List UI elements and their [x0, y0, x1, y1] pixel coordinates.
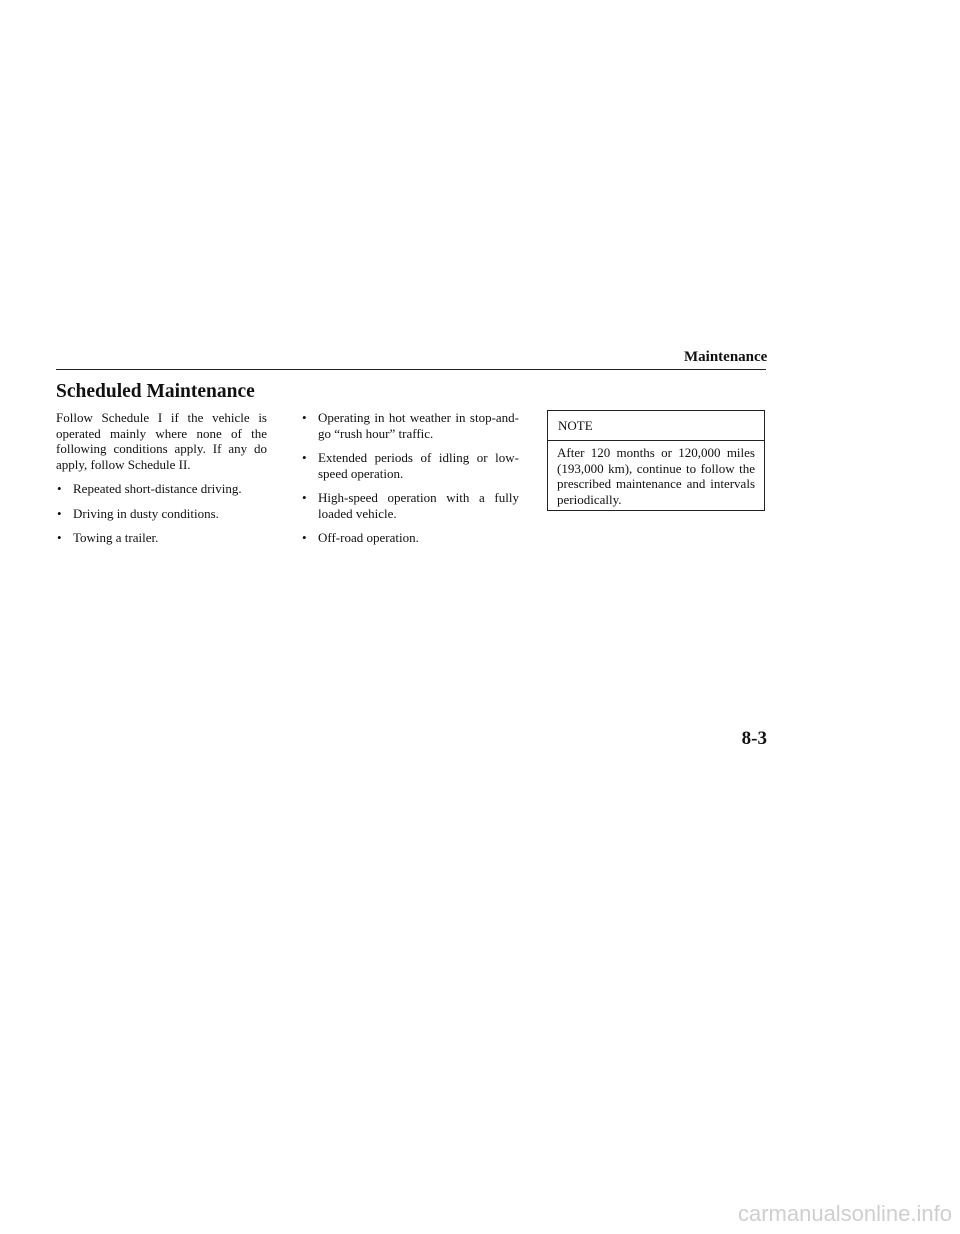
note-text: After 120 months or 120,000 miles (193,000 km), continue to follow the prescribed maintenance and intervals periodically.	[557, 445, 755, 507]
page-title: Scheduled Maintenance	[56, 381, 255, 402]
watermark: carmanualsonline.info	[737, 1201, 952, 1226]
list-item: • Operating in hot weather in stop-and-go “rush hour” traffic.	[302, 410, 519, 441]
conditions-list-right	[301, 410, 519, 546]
note-box	[547, 410, 765, 511]
bullet-icon: •	[57, 530, 62, 545]
running-header: Maintenance	[684, 349, 768, 365]
note-label: NOTE	[548, 411, 764, 441]
intro-paragraph: Follow Schedule I if the vehicle is operated mainly where none of the following conditions apply. If any do apply, follow Schedule II.	[56, 410, 267, 472]
bullet-icon: •	[302, 530, 307, 545]
list-item: • Towing a trailer.	[57, 530, 159, 545]
list-item: • Off-road operation.	[302, 530, 419, 545]
conditions-list-left	[56, 481, 267, 546]
list-item: • Extended periods of idling or low-speed operation.	[302, 450, 519, 481]
header-rule	[56, 369, 766, 370]
list-item: • High-speed operation with a fully loaded vehicle.	[302, 490, 519, 521]
bullet-icon: •	[57, 505, 62, 521]
list-item: • Repeated short-distance driving.	[57, 481, 242, 496]
list-item: • Driving in dusty conditions.	[57, 505, 219, 521]
column-left	[56, 410, 267, 555]
column-middle	[301, 410, 519, 555]
bullet-icon: •	[302, 410, 307, 425]
bullet-icon: •	[57, 481, 62, 496]
bullet-icon: •	[302, 450, 307, 465]
page-number: 8-3	[741, 728, 767, 749]
bullet-icon: •	[302, 490, 307, 505]
